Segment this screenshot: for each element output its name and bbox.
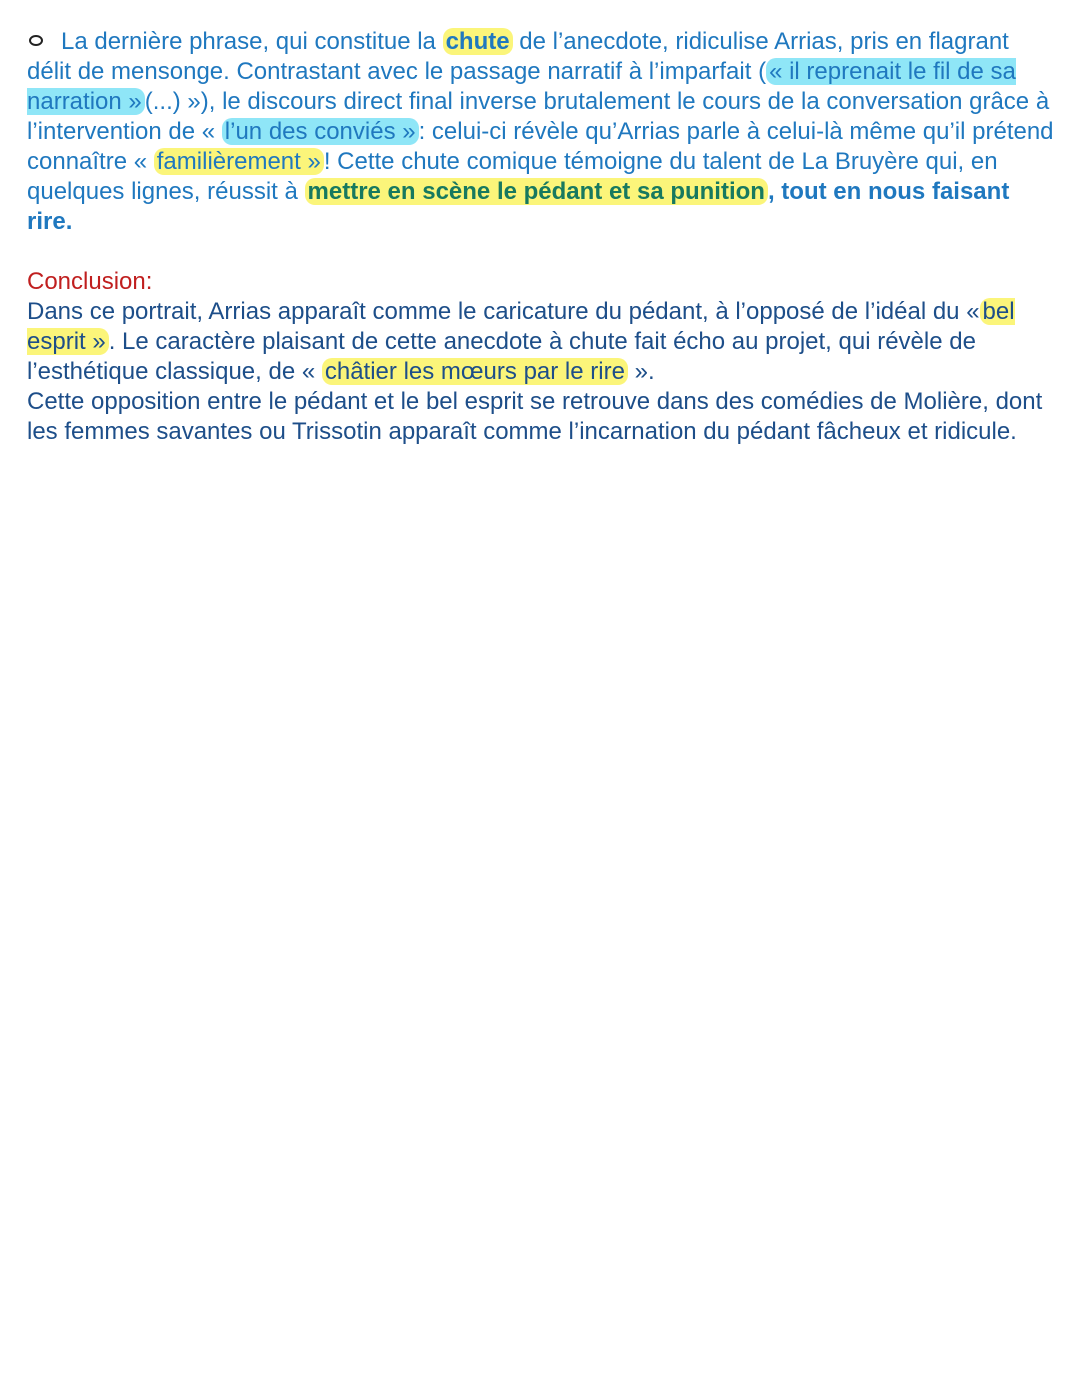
conclusion-paragraph-2: Cette opposition entre le pédant et le bel esprit se retrouve dans des comédies de Molière, dont les femmes savantes ou Trissotin apparaît comme l’incarnation du pédant fâcheux et ridicule. [27,388,1043,445]
text: (...) »), le discours direct final inverse brutalement le cours de la conversation grâce à l’intervention de « [27,88,1050,145]
text: : celui-ci révèle qu’Arrias parle à celui-là même qu’il prétend connaître « [27,118,1054,175]
highlight-chatier-les-moeurs: châtier les mœurs par le rire [322,358,628,385]
text: . Le caractère plaisant de cette anecdote à chute fait écho au projet, qui révèle de l’esthétique classique, de « [27,328,976,385]
highlight-mettre-en-scene: mettre en scène le pédant et sa punition [305,178,768,205]
conclusion-paragraph-1 [27,297,1057,387]
text: La dernière phrase, qui constitue la [61,28,436,55]
highlight-chute: chute [443,28,513,55]
text: , tout en nous faisant rire. [27,178,1010,235]
document-page [27,27,1057,447]
conclusion-heading: Conclusion: [27,268,153,295]
text: ». [634,358,655,385]
text: de l’anecdote, ridiculise Arrias, pris en flagrant délit de mensonge. Contrastant avec le passage narratif à l’imparfait ( [27,28,1009,85]
highlight-quote-narration: « il reprenait le fil de sa narration » [27,58,1016,115]
text: Dans ce portrait, Arrias apparaît comme le caricature du pédant, à l’opposé de l’idéal du « [27,298,980,325]
highlight-bel-esprit: bel esprit » [27,298,1015,355]
text: ! Cette chute comique témoigne du talent de La Bruyère qui, en quelques lignes, réussit à [27,148,998,205]
bullet-circle-icon [29,35,43,46]
highlight-quote-convies: l’un des conviés » [222,118,419,145]
spacer [27,237,1057,267]
highlight-quote-familierement: familièrement » [154,148,324,175]
paragraph-chute [27,27,1057,237]
